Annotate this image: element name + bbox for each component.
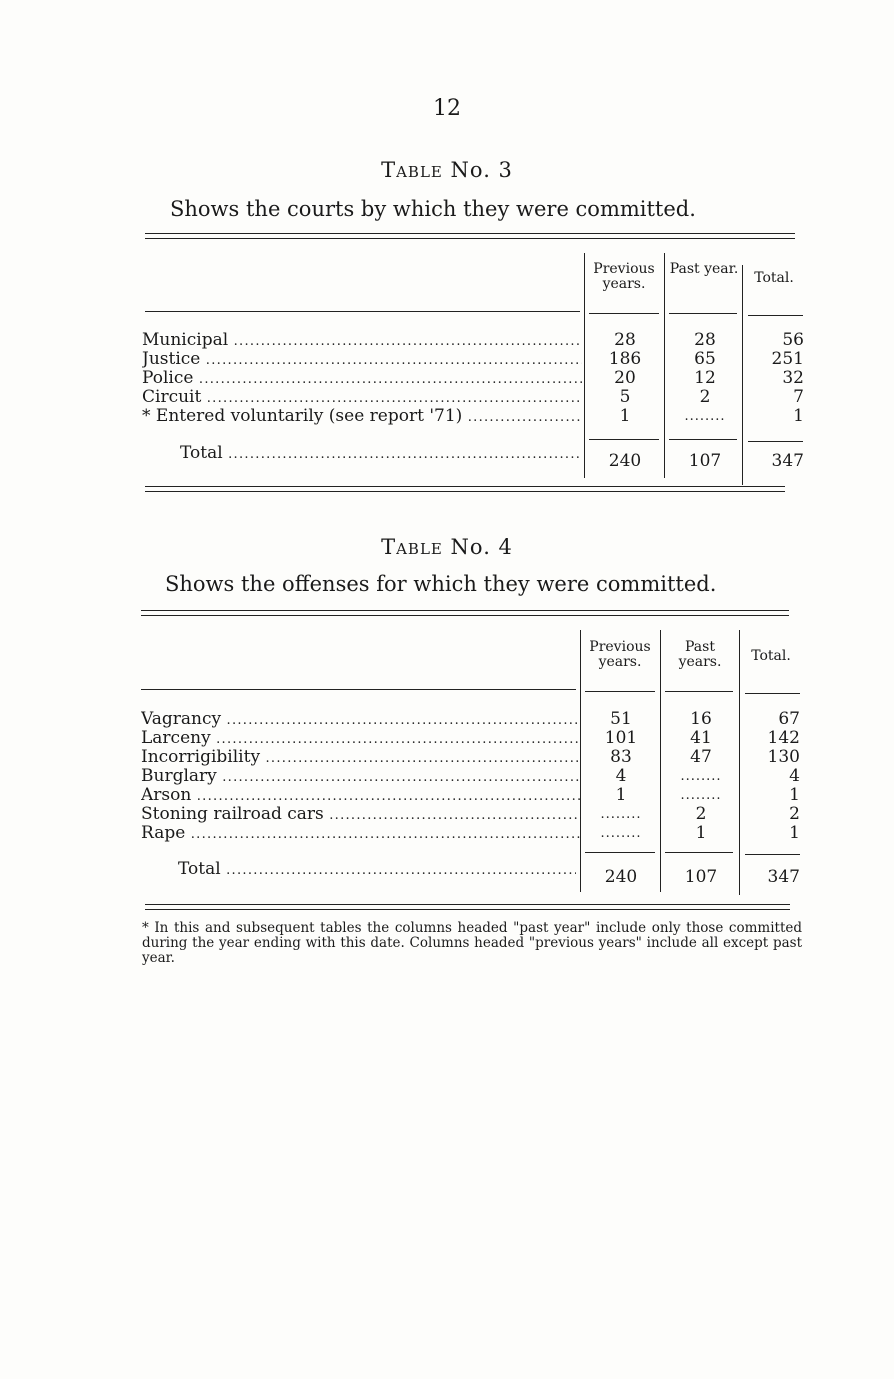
row-label: Circuit .....	[142, 388, 582, 408]
row-total: 2	[789, 804, 800, 824]
table3-bottom-rule	[145, 486, 785, 487]
row-label: Vagrancy .....	[141, 710, 581, 730]
table-row	[141, 767, 806, 786]
row-previous: ........	[600, 826, 642, 841]
row-previous: ........	[600, 807, 642, 822]
table4-header-past: Past years.	[678, 639, 722, 670]
row-label: Incorrigibility .....	[141, 748, 581, 768]
table4-title	[0, 535, 894, 559]
table3-top-rule-2	[145, 238, 795, 239]
row-past: 2	[695, 804, 707, 824]
row-label: Larceny .....	[141, 729, 581, 749]
table-row	[141, 710, 806, 729]
row-label: Justice .....	[142, 350, 582, 370]
table4-total-row	[178, 860, 806, 887]
row-total: 1	[789, 823, 800, 843]
table4-header-rule-total	[745, 693, 800, 694]
table4-bottom-rule-2	[145, 909, 790, 910]
row-total: 1	[793, 406, 804, 426]
row-previous: 101	[604, 728, 638, 748]
row-previous: 51	[610, 709, 632, 729]
table4-header-rule-prev	[585, 691, 655, 692]
row-past: 1	[695, 823, 707, 843]
total-total: 347	[767, 867, 800, 887]
row-past: 28	[694, 330, 716, 350]
table3-header-rule-past	[669, 313, 737, 314]
table4-top-rule	[141, 610, 789, 611]
table3-header-rule-total	[748, 315, 803, 316]
table4-title-number: No. 4	[450, 535, 513, 559]
table3-header-rule	[145, 311, 580, 312]
row-previous: 4	[615, 766, 627, 786]
table-row	[141, 786, 806, 805]
table4-header-rule-past	[665, 691, 733, 692]
table3-title	[0, 158, 894, 182]
row-total: 4	[789, 766, 800, 786]
row-total: 1	[789, 785, 800, 805]
table4-bottom-rule	[145, 904, 790, 905]
row-previous: 186	[608, 349, 642, 369]
row-past: 47	[690, 747, 712, 767]
row-previous: 5	[619, 387, 631, 407]
row-label: Burglary .....	[141, 767, 581, 787]
table4-top-rule-2	[141, 615, 789, 616]
table3-header-past: Past year.	[669, 261, 739, 277]
row-past: 16	[690, 709, 712, 729]
row-label: Rape .....	[141, 824, 581, 844]
row-previous: 83	[610, 747, 632, 767]
page-number: 12	[433, 96, 461, 121]
total-total: 347	[771, 451, 804, 471]
table4-header-rule	[141, 689, 576, 690]
total-past: 107	[688, 451, 722, 471]
total-label: Total .....	[178, 860, 576, 880]
row-total: 67	[778, 709, 800, 729]
row-label: Police .....	[142, 369, 582, 389]
table3-title-prefix: Table	[381, 158, 443, 182]
table-row	[142, 388, 807, 407]
table-row	[142, 350, 807, 369]
table3-total-rule-prev	[589, 439, 659, 440]
row-total: 130	[767, 747, 800, 767]
table4-total-rule-total	[745, 854, 800, 855]
row-past: ........	[680, 769, 722, 784]
table-row	[142, 407, 807, 426]
row-previous: 1	[615, 785, 627, 805]
table4-header-previous: Previous years.	[589, 639, 651, 670]
table4-caption: Shows the offenses for which they were committed.	[165, 572, 717, 596]
row-previous: 1	[619, 406, 631, 426]
table4-total-rule-prev	[585, 852, 655, 853]
row-previous: 20	[614, 368, 636, 388]
row-past: 65	[694, 349, 716, 369]
table3-header-rule-prev	[589, 313, 659, 314]
row-past: ........	[680, 788, 722, 803]
row-total: 7	[793, 387, 804, 407]
row-label: Stoning railroad cars .....	[141, 805, 581, 825]
table3-total-row	[180, 444, 807, 471]
table4-total-rule-past	[665, 852, 733, 853]
table3-title-number: No. 3	[450, 158, 513, 182]
row-total: 56	[782, 330, 804, 350]
total-label: Total .....	[180, 444, 580, 464]
row-label: * Entered voluntarily (see report '71) .....	[142, 407, 582, 427]
table3-header-total: Total.	[754, 270, 794, 286]
table3-bottom-rule-2	[145, 491, 785, 492]
total-previous: 240	[608, 451, 642, 471]
row-total: 251	[771, 349, 804, 369]
row-past: ........	[684, 409, 726, 424]
table3-top-rule	[145, 233, 795, 234]
row-total: 142	[767, 728, 800, 748]
total-previous: 240	[604, 867, 638, 887]
row-past: 12	[694, 368, 716, 388]
table-row	[141, 748, 806, 767]
table3-caption: Shows the courts by which they were committed.	[170, 197, 696, 221]
row-past: 41	[690, 728, 712, 748]
table3-total-rule-total	[748, 441, 803, 442]
table4-header-total: Total.	[751, 648, 791, 664]
footnote: * In this and subsequent tables the columns headed "past year" include only those committed during the year ending with this date. Columns headed "previous years" include all except past year.	[142, 920, 802, 966]
row-label: Municipal .....	[142, 331, 582, 351]
total-past: 107	[684, 867, 718, 887]
table-row	[141, 805, 806, 824]
table-row	[141, 729, 806, 748]
row-previous: 28	[614, 330, 636, 350]
table4-title-prefix: Table	[381, 535, 443, 559]
row-past: 2	[699, 387, 711, 407]
row-total: 32	[782, 368, 804, 388]
table-row	[142, 331, 807, 350]
row-label: Arson .....	[141, 786, 581, 806]
table3-total-rule-past	[669, 439, 737, 440]
table3-header-previous: Previous years.	[593, 261, 655, 292]
table-row	[141, 824, 806, 843]
table-row	[142, 369, 807, 388]
